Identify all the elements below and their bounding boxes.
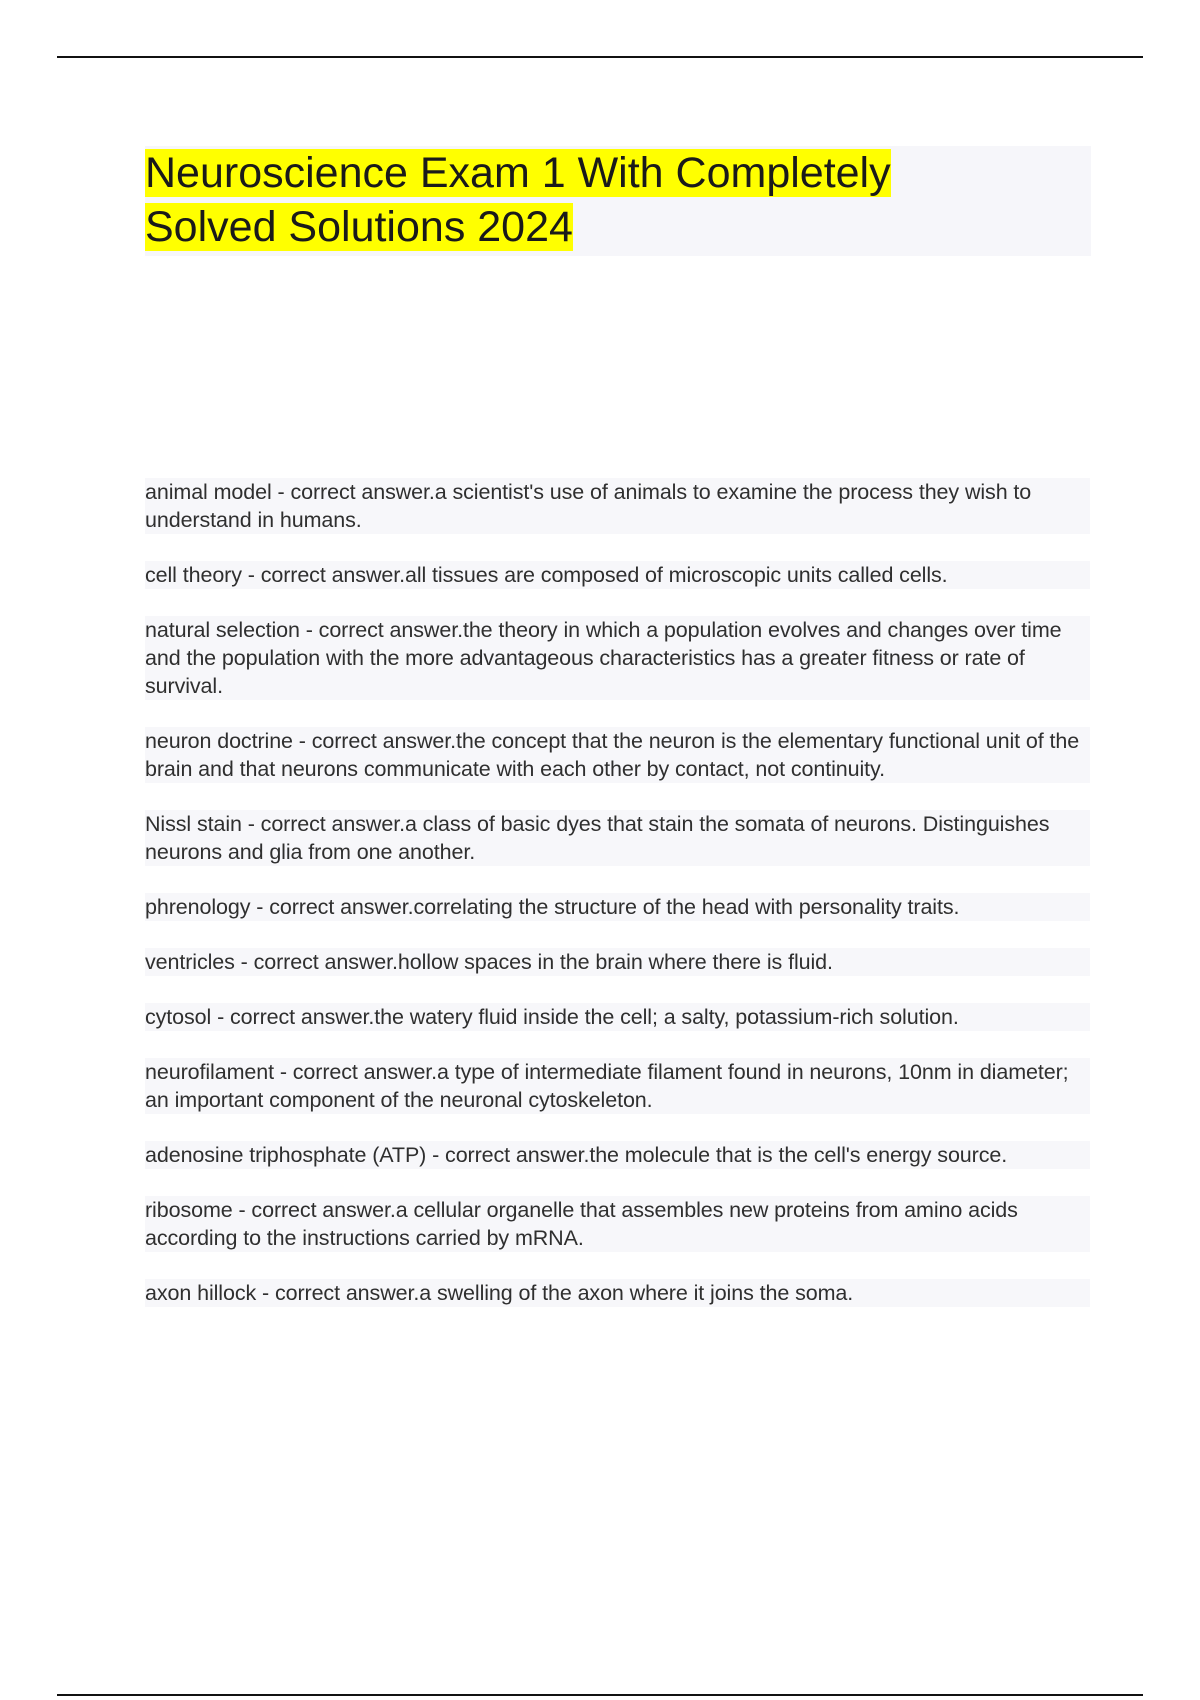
flashcard-list <box>145 478 1090 1334</box>
flashcard-entry: axon hillock - correct answer.a swelling of the axon where it joins the soma. <box>145 1279 1090 1307</box>
bottom-rule <box>57 1694 1143 1696</box>
flashcard-entry: cell theory - correct answer.all tissues are composed of microscopic units called cells. <box>145 561 1090 589</box>
flashcard-entry: animal model - correct answer.a scientist's use of animals to examine the process they wish to understand in humans. <box>145 478 1090 534</box>
flashcard-entry: ventricles - correct answer.hollow spaces in the brain where there is fluid. <box>145 948 1090 976</box>
title-line-2: Solved Solutions 2024 <box>145 203 573 251</box>
flashcard-entry: ribosome - correct answer.a cellular organelle that assembles new proteins from amino acids according to the instructions carried by mRNA. <box>145 1196 1090 1252</box>
document-title <box>145 146 1091 254</box>
flashcard-entry: Nissl stain - correct answer.a class of basic dyes that stain the somata of neurons. Distinguishes neurons and glia from one another. <box>145 810 1090 866</box>
flashcard-entry: neurofilament - correct answer.a type of intermediate filament found in neurons, 10nm in diameter; an important component of the neuronal cytoskeleton. <box>145 1058 1090 1114</box>
flashcard-entry: cytosol - correct answer.the watery fluid inside the cell; a salty, potassium-rich solution. <box>145 1003 1090 1031</box>
flashcard-entry: neuron doctrine - correct answer.the concept that the neuron is the elementary functional unit of the brain and that neurons communicate with each other by contact, not continuity. <box>145 727 1090 783</box>
flashcard-entry: natural selection - correct answer.the theory in which a population evolves and changes over time and the population with the more advantageous characteristics has a greater fitness or rate of survival. <box>145 616 1090 700</box>
top-rule <box>57 56 1143 58</box>
flashcard-entry: adenosine triphosphate (ATP) - correct answer.the molecule that is the cell's energy source. <box>145 1141 1090 1169</box>
title-block <box>145 146 1091 256</box>
flashcard-entry: phrenology - correct answer.correlating the structure of the head with personality traits. <box>145 893 1090 921</box>
title-line-1: Neuroscience Exam 1 With Completely <box>145 149 891 197</box>
